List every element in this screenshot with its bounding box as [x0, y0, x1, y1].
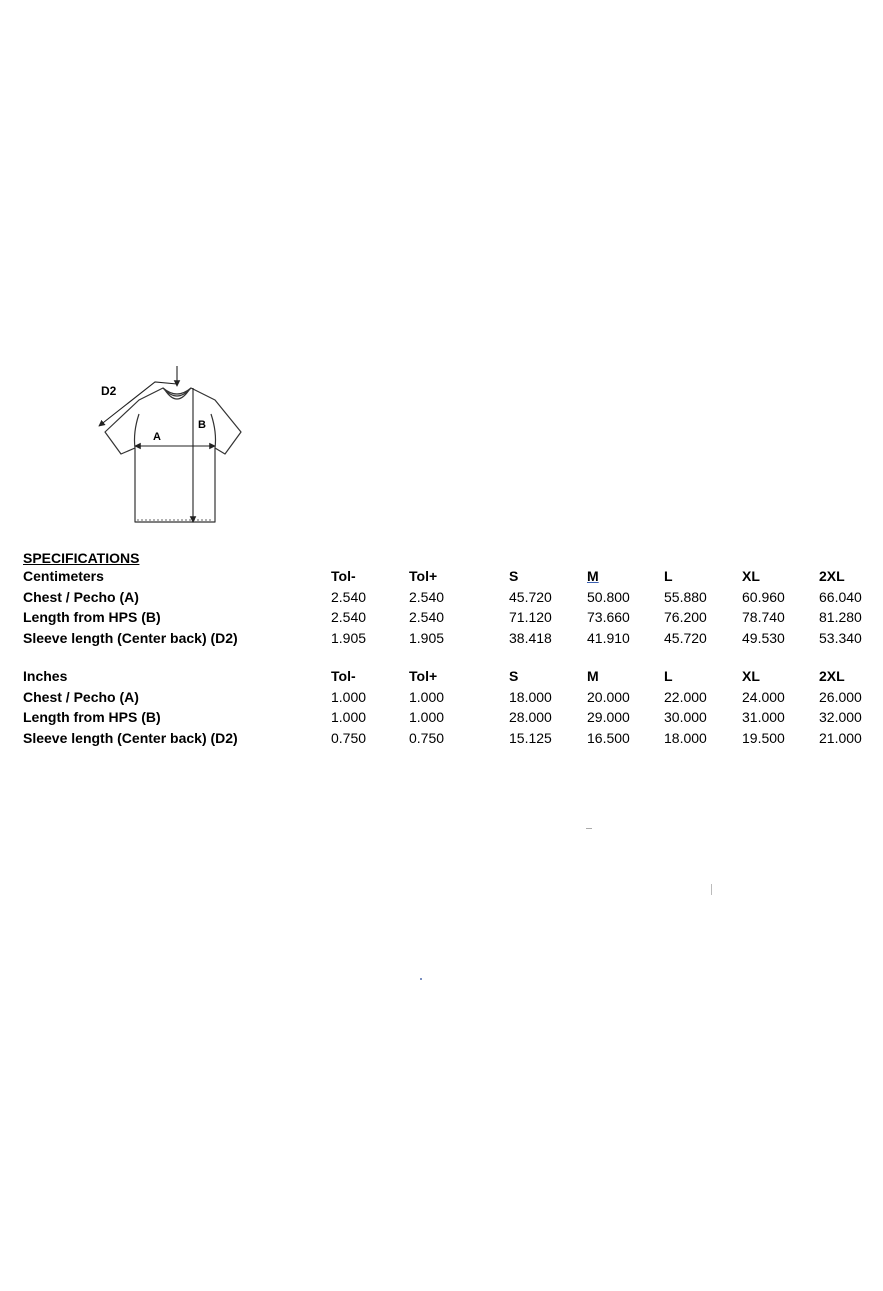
col-l: L	[664, 568, 673, 584]
tshirt-measurement-diagram	[95, 362, 255, 530]
col-tol-minus: Tol-	[331, 568, 356, 584]
cell: 18.000	[509, 688, 552, 705]
row-label: Length from HPS (B)	[23, 709, 161, 725]
cell: 16.500	[587, 729, 630, 746]
col-xl: XL	[742, 568, 760, 584]
cell: 0.750	[331, 729, 367, 746]
table-header-row	[23, 566, 873, 587]
cell: 20.000	[587, 688, 630, 705]
cell: 2.540	[409, 588, 445, 605]
table-row	[23, 587, 873, 608]
cell: 28.000	[509, 709, 552, 725]
cell: 41.910	[587, 629, 630, 646]
cell: 22.000	[664, 688, 707, 705]
col-l: L	[664, 668, 673, 684]
cell: 1.905	[331, 629, 367, 646]
cell: 73.660	[587, 609, 630, 625]
cell: 24.000	[742, 688, 785, 705]
row-label: Chest / Pecho (A)	[23, 688, 139, 705]
table-row	[23, 728, 873, 749]
cell: 0.750	[409, 729, 445, 746]
row-label: Sleeve length (Center back) (D2)	[23, 729, 238, 746]
unit-label: Inches	[23, 668, 68, 684]
row-label: Chest / Pecho (A)	[23, 588, 139, 605]
cell: 21.000	[819, 729, 862, 746]
cell: 29.000	[587, 709, 630, 725]
specifications-title: SPECIFICATIONS	[23, 550, 140, 566]
row-label: Sleeve length (Center back) (D2)	[23, 629, 238, 646]
col-xl: XL	[742, 668, 760, 684]
cell: 50.800	[587, 588, 630, 605]
cell: 1.000	[409, 688, 445, 705]
col-s: S	[509, 668, 519, 684]
cell: 81.280	[819, 609, 862, 625]
col-tol-plus: Tol+	[409, 668, 438, 684]
cell: 78.740	[742, 609, 785, 625]
tshirt-outline-icon	[105, 388, 241, 522]
row-label: Length from HPS (B)	[23, 609, 161, 625]
cell: 76.200	[664, 609, 707, 625]
label-a: A	[153, 431, 161, 443]
scan-speck	[420, 978, 422, 980]
cell: 32.000	[819, 709, 862, 725]
cell: 1.000	[331, 688, 367, 705]
cell: 60.960	[742, 588, 785, 605]
col-tol-minus: Tol-	[331, 668, 356, 684]
col-tol-plus: Tol+	[409, 568, 438, 584]
cell: 1.000	[409, 709, 445, 725]
scan-speck	[711, 884, 712, 895]
col-m: M	[587, 668, 599, 684]
cell: 26.000	[819, 688, 862, 705]
inches-table	[23, 666, 873, 748]
col-s: S	[509, 568, 519, 584]
cell: 45.720	[509, 588, 552, 605]
table-row	[23, 707, 873, 728]
scan-speck	[586, 828, 592, 829]
cell: 2.540	[331, 609, 367, 625]
measurement-lines	[99, 366, 215, 522]
label-d2: D2	[101, 384, 117, 398]
cell: 53.340	[819, 629, 862, 646]
cell: 55.880	[664, 588, 707, 605]
cell: 15.125	[509, 729, 552, 746]
col-m	[587, 566, 664, 587]
cell: 66.040	[819, 588, 862, 605]
unit-label: Centimeters	[23, 568, 104, 584]
cell: 19.500	[742, 729, 785, 746]
centimeters-table	[23, 566, 873, 648]
cell: 18.000	[664, 729, 707, 746]
label-b: B	[198, 419, 206, 431]
cell: 1.000	[331, 709, 367, 725]
cell: 49.530	[742, 629, 785, 646]
cell: 71.120	[509, 609, 552, 625]
cell: 2.540	[331, 588, 367, 605]
cell: 1.905	[409, 629, 445, 646]
cell: 38.418	[509, 629, 552, 646]
col-m-label: M	[587, 568, 599, 584]
table-header-row	[23, 666, 873, 687]
col-2xl: 2XL	[819, 568, 845, 584]
table-row	[23, 628, 873, 649]
cell: 30.000	[664, 709, 707, 725]
col-2xl: 2XL	[819, 668, 845, 684]
cell: 31.000	[742, 709, 785, 725]
table-row	[23, 607, 873, 628]
cell: 45.720	[664, 629, 707, 646]
table-row	[23, 687, 873, 708]
cell: 2.540	[409, 609, 445, 625]
